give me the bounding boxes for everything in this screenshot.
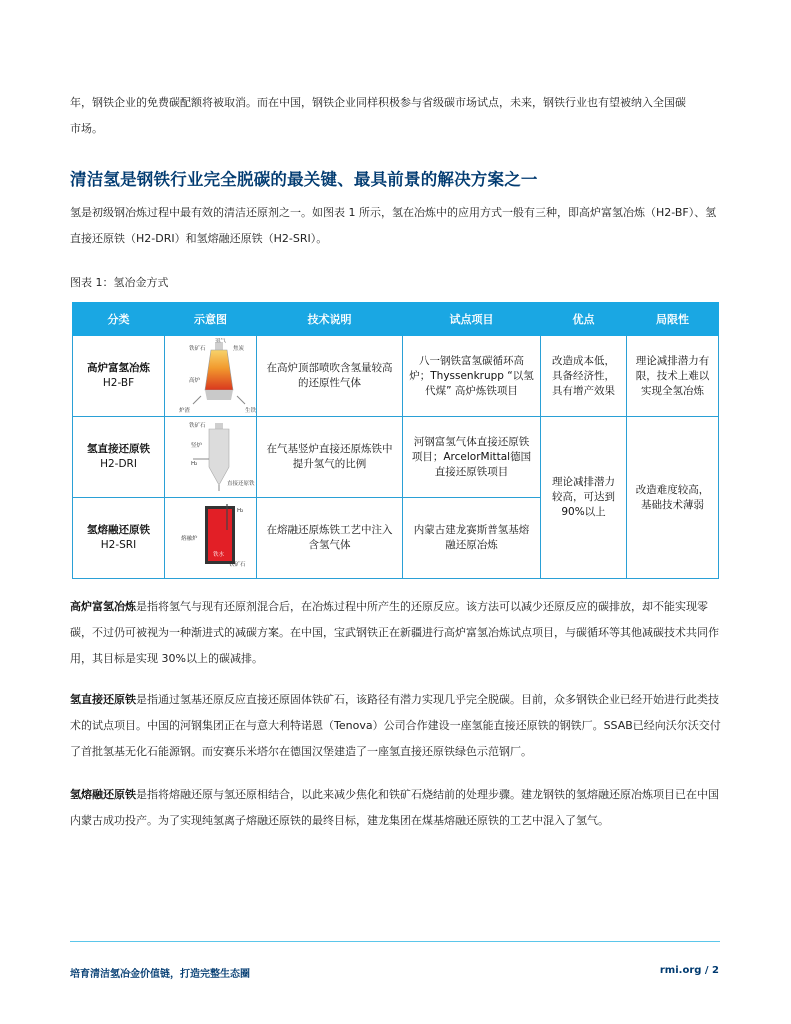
row-category-cell — [73, 417, 165, 498]
paragraph-h2-sri — [70, 782, 722, 834]
blast-furnace-shape — [205, 350, 233, 390]
section-heading: 清洁氢是钢铁行业完全脱碳的最关键、最具前景的解决方案之一 — [70, 170, 538, 189]
category-code: H2-DRI — [100, 458, 137, 470]
table-row — [73, 417, 719, 498]
diagram-cell — [165, 498, 257, 579]
label-h2: H₂ — [191, 461, 198, 467]
pilot-project-cell: 八一钢铁富氢碳循环高炉；Thyssenkrupp “以氢代煤” 高炉炼铁项目 — [403, 336, 541, 417]
figure-caption: 图表 1：氢冶金方式 — [70, 276, 169, 289]
slag-outlet — [193, 396, 201, 404]
advantages-cell: 改造成本低，具备经济性，具有增产效果 — [541, 336, 627, 417]
shaft-furnace-shape — [209, 429, 229, 485]
category-code: H2-BF — [102, 377, 135, 389]
blast-furnace-diagram — [171, 338, 267, 414]
limitations-cell: 理论减排潜力有限，技术上难以实现全氢冶炼 — [627, 336, 719, 417]
diagram-cell — [165, 417, 257, 498]
technology-cell: 在熔融还原炼铁工艺中注入含氢气体 — [257, 498, 403, 579]
label-hydrogen: 氢气 — [215, 338, 227, 344]
hearth-shape — [205, 390, 233, 400]
header-diagram: 示意图 — [165, 303, 257, 336]
label-smelting-furnace: 熔融炉 — [181, 536, 198, 542]
hydrogen-metallurgy-table — [72, 302, 719, 579]
footer-divider — [70, 941, 720, 942]
header-technology: 技术说明 — [257, 303, 403, 336]
smelting-furnace-diagram — [171, 500, 267, 576]
label-coke: 焦炭 — [233, 346, 245, 352]
label-slag: 炉渣 — [179, 408, 191, 414]
label-hot-metal: 铁水 — [213, 552, 225, 558]
iron-outlet — [237, 396, 245, 404]
paragraph-body: 是指将熔融还原与氢还原相结合，以此来减少焦化和铁矿石烧结前的处理步骤。建龙钢铁的氢熔融还原冶炼项目已在中国内蒙古成功投产。为了实现纯氢离子熔融还原铁的最终目标，建龙集团在煤基熔融还原铁的工艺中混入了氢气。 — [70, 788, 719, 827]
label-blast-furnace: 高炉 — [189, 378, 201, 384]
header-advantages: 优点 — [541, 303, 627, 336]
paragraph-lead: 高炉富氢冶炼 — [70, 600, 136, 613]
label-shaft-furnace: 竖炉 — [191, 443, 203, 449]
paragraph-lead: 氢熔融还原铁 — [70, 788, 136, 801]
table-row — [73, 336, 719, 417]
paragraph-h2-dri — [70, 687, 722, 765]
paragraph-body: 是指通过氢基还原反应直接还原固体铁矿石，该路径有潜力实现几乎完全脱碳。目前，众多钢铁企业已经开始进行此类技术的试点项目。中国的河钢集团正在与意大利特诺恩（Tenova）公司合作建设一座氢能直接还原铁的钢铁厂。SSAB已经向沃尔沃交付了首批氢基无化石能源钢。而安赛乐米塔尔在德国汉堡建造了一座氢直接还原铁绿色示范钢厂。 — [70, 693, 721, 758]
technology-cell: 在高炉顶部喷吹含氢量较高的还原性气体 — [257, 336, 403, 417]
pilot-project-cell: 河钢富氢气体直接还原铁项目；ArcelorMittal德国直接还原铁项目 — [403, 417, 541, 498]
paragraph-body: 是指将氢气与现有还原剂混合后，在冶炼过程中所产生的还原反应。该方法可以减少还原反应的碳排放，却不能实现零碳，不过仍可被视为一种渐进式的减碳方案。在中国，宝武钢铁正在新疆进行高炉富氢冶炼试点项目，与碳循环等其他减碳技术共同作用，其目标是实现 30%以上的碳减排。 — [70, 600, 719, 665]
category-code: H2-SRI — [100, 539, 137, 551]
pilot-project-cell: 内蒙古建龙赛斯普氢基熔融还原冶炼 — [403, 498, 541, 579]
intro-line-1: 年，钢铁企业的免费碳配额将被取消。而在中国，钢铁企业同样积极参与省级碳市场试点，未来，钢铁行业也有望被纳入全国碳 — [70, 96, 686, 109]
diagram-cell — [165, 336, 257, 417]
footer-title: 培育清洁氢冶金价值链，打造完整生态圈 — [70, 969, 250, 980]
technology-cell: 在气基竖炉直接还原炼铁中提升氢气的比例 — [257, 417, 403, 498]
intro-paragraph — [70, 90, 722, 142]
footer-page-number: rmi.org / 2 — [659, 965, 719, 976]
shaft-top — [215, 423, 223, 429]
table-header-row — [73, 303, 719, 336]
shared-limitations-cell: 改造难度较高，基础技术薄弱 — [627, 417, 719, 579]
paragraph-h2-bf — [70, 594, 722, 672]
label-iron-ore: 铁矿石 — [189, 346, 206, 352]
label-pig-iron: 生铁 — [245, 408, 257, 414]
header-pilot-project: 试点项目 — [403, 303, 541, 336]
paragraph-intro-hydrogen: 氢是初级钢冶炼过程中最有效的清洁还原剂之一。如图表 1 所示，氢在冶炼中的应用方式一般有三种，即高炉富氢冶炼（H2-BF）、氢直接还原铁（H2-DRI）和氢熔融还原铁（H2-SRI）。 — [70, 206, 717, 245]
category-name: 氢直接还原铁 — [87, 443, 150, 455]
category-name: 氢熔融还原铁 — [87, 524, 150, 536]
row-category-cell — [73, 498, 165, 579]
row-category-cell — [73, 336, 165, 417]
intro-line-2: 市场。 — [70, 122, 103, 135]
header-limitations: 局限性 — [627, 303, 719, 336]
category-name: 高炉富氢冶炼 — [87, 362, 150, 374]
label-dri: 直接还原铁 — [227, 481, 255, 487]
label-h2: H₂ — [237, 508, 244, 514]
label-iron-ore: 铁矿石 — [189, 423, 206, 429]
shaft-furnace-diagram — [171, 419, 267, 495]
shared-advantages-cell: 理论减排潜力较高，可达到90%以上 — [541, 417, 627, 579]
label-iron-ore: 铁矿石 — [229, 562, 246, 568]
paragraph-lead: 氢直接还原铁 — [70, 693, 136, 706]
header-category: 分类 — [73, 303, 165, 336]
